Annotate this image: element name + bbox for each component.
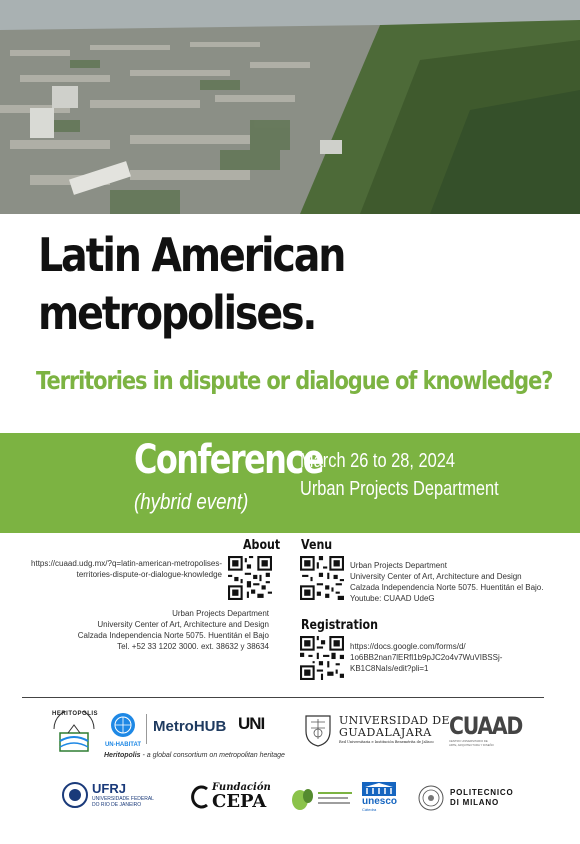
about-url-line-2[interactable]: territories-dispute-or-dialogue-knowledge xyxy=(76,570,222,579)
polimi-seal-icon xyxy=(418,785,444,811)
page-subtitle: Territories in dispute or dialogue of knowledge? xyxy=(36,366,553,395)
qr-code-icon xyxy=(228,556,272,600)
about-address-line: Urban Projects Department xyxy=(172,609,269,618)
heritopolis-emblem-icon xyxy=(48,711,100,759)
registration-url-line[interactable]: https://docs.google.com/forms/d/ xyxy=(350,642,466,651)
title-line-2: metropolises. xyxy=(38,286,316,340)
venue-qr-code[interactable] xyxy=(300,556,344,600)
tagline-rest: - a global consortium on metropolitan heritage xyxy=(140,752,285,759)
heritopolis-tagline xyxy=(104,750,285,761)
unesco-logo xyxy=(362,782,397,812)
tagline-bold: Heritopolis xyxy=(104,752,141,759)
heritopolis-label: HERITOPOLIS xyxy=(52,711,99,717)
registration-qr-code[interactable] xyxy=(300,636,344,680)
heritopolis-logo xyxy=(48,711,100,759)
unesco-temple-icon xyxy=(362,782,396,796)
event-department: Urban Projects Department xyxy=(300,478,499,500)
polimi-line-1: POLITECNICO xyxy=(450,788,514,797)
ufrj-crest-icon xyxy=(62,780,88,810)
event-type: Conference xyxy=(134,437,323,483)
unesco-subtitle: Cátedra xyxy=(362,807,377,812)
qr-code-icon xyxy=(300,636,344,680)
leaf-emblem-icon xyxy=(290,784,354,812)
page-title xyxy=(38,226,344,342)
about-url[interactable] xyxy=(31,558,222,580)
title-line-1: Latin American xyxy=(38,228,345,282)
cuaad-wordmark: CUAAD xyxy=(449,712,523,740)
registration-url[interactable] xyxy=(350,641,502,674)
venue-line: Calzada Independencia Norte 5075. Huentitán el Bajo. xyxy=(350,583,544,592)
cepa-mark-icon xyxy=(190,783,210,811)
cuaad-subtitle: CENTRO UNIVERSITARIO DE ARTE, ARQUITECTURA Y DISEÑO xyxy=(449,739,494,747)
venue-line: University Center of Art, Architecture and Design xyxy=(350,572,522,581)
venue-youtube[interactable]: Youtube: CUAAD UdeG xyxy=(350,594,435,603)
hero-photo-illustration xyxy=(0,0,580,214)
udg-name-2: GUADALAJARA xyxy=(339,726,432,739)
udg-logo xyxy=(303,713,450,747)
cepa-logo xyxy=(190,782,271,811)
unhabitat-label: UN-HABITAT xyxy=(104,742,142,748)
cepa-line-1: Fundación xyxy=(212,782,271,793)
uni-logo: UNI xyxy=(238,714,265,733)
about-address xyxy=(78,608,269,652)
event-dates: March 26 to 28, 2024 xyxy=(300,450,455,472)
cuaad-logo xyxy=(449,712,535,747)
venue-heading: Venu xyxy=(301,538,333,553)
unesco-wordmark: unesco xyxy=(362,796,398,807)
hero-aerial-photo xyxy=(0,0,580,214)
about-address-line: University Center of Art, Architecture and Design xyxy=(97,620,269,629)
ufrj-wordmark: UFRJ xyxy=(92,781,126,796)
polimi-line-2: DI MILANO xyxy=(450,798,499,807)
footer-divider xyxy=(22,697,544,698)
event-mode: (hybrid event) xyxy=(134,489,249,514)
registration-heading: Registration xyxy=(301,618,379,633)
metrohub-logo: MetroHUB xyxy=(153,718,227,735)
about-phone: Tel. +52 33 1202 3000. ext. 38632 y 38634 xyxy=(117,642,269,651)
ufrj-subtitle-2: DO RIO DE JANEIRO xyxy=(92,802,142,808)
about-url-line-1[interactable]: https://cuaad.udg.mx/?q=latin-american-metropolises- xyxy=(31,559,222,568)
about-address-line: Calzada Independencia Norte 5075. Huentitán el Bajo xyxy=(77,631,269,640)
about-qr-code[interactable] xyxy=(228,556,272,600)
udg-crest-icon xyxy=(303,713,333,747)
registration-url-line[interactable]: 1o6BB2nan7lERfl1b9pJC2o4v7WuVIBSSj- xyxy=(350,653,503,662)
venue-details xyxy=(350,560,543,604)
registration-url-line[interactable]: KB1C8NaIs/edit?pli=1 xyxy=(350,664,429,673)
un-emblem-icon xyxy=(110,712,136,738)
qr-code-icon xyxy=(300,556,344,600)
cepa-line-2: CEPA xyxy=(212,791,267,812)
polimi-logo xyxy=(418,785,513,811)
logo-separator xyxy=(146,714,147,744)
ufrj-subtitle-1: UNIVERSIDADE FEDERAL xyxy=(92,796,154,802)
udg-name-1: UNIVERSIDAD DE xyxy=(339,714,450,727)
about-heading: About xyxy=(243,538,281,553)
green-partner-logo xyxy=(290,784,354,812)
ufrj-logo xyxy=(62,780,154,810)
udg-subtitle: Red Universitaria e Institución Benemérita de Jalisco xyxy=(339,740,434,744)
venue-line: Urban Projects Department xyxy=(350,561,447,570)
